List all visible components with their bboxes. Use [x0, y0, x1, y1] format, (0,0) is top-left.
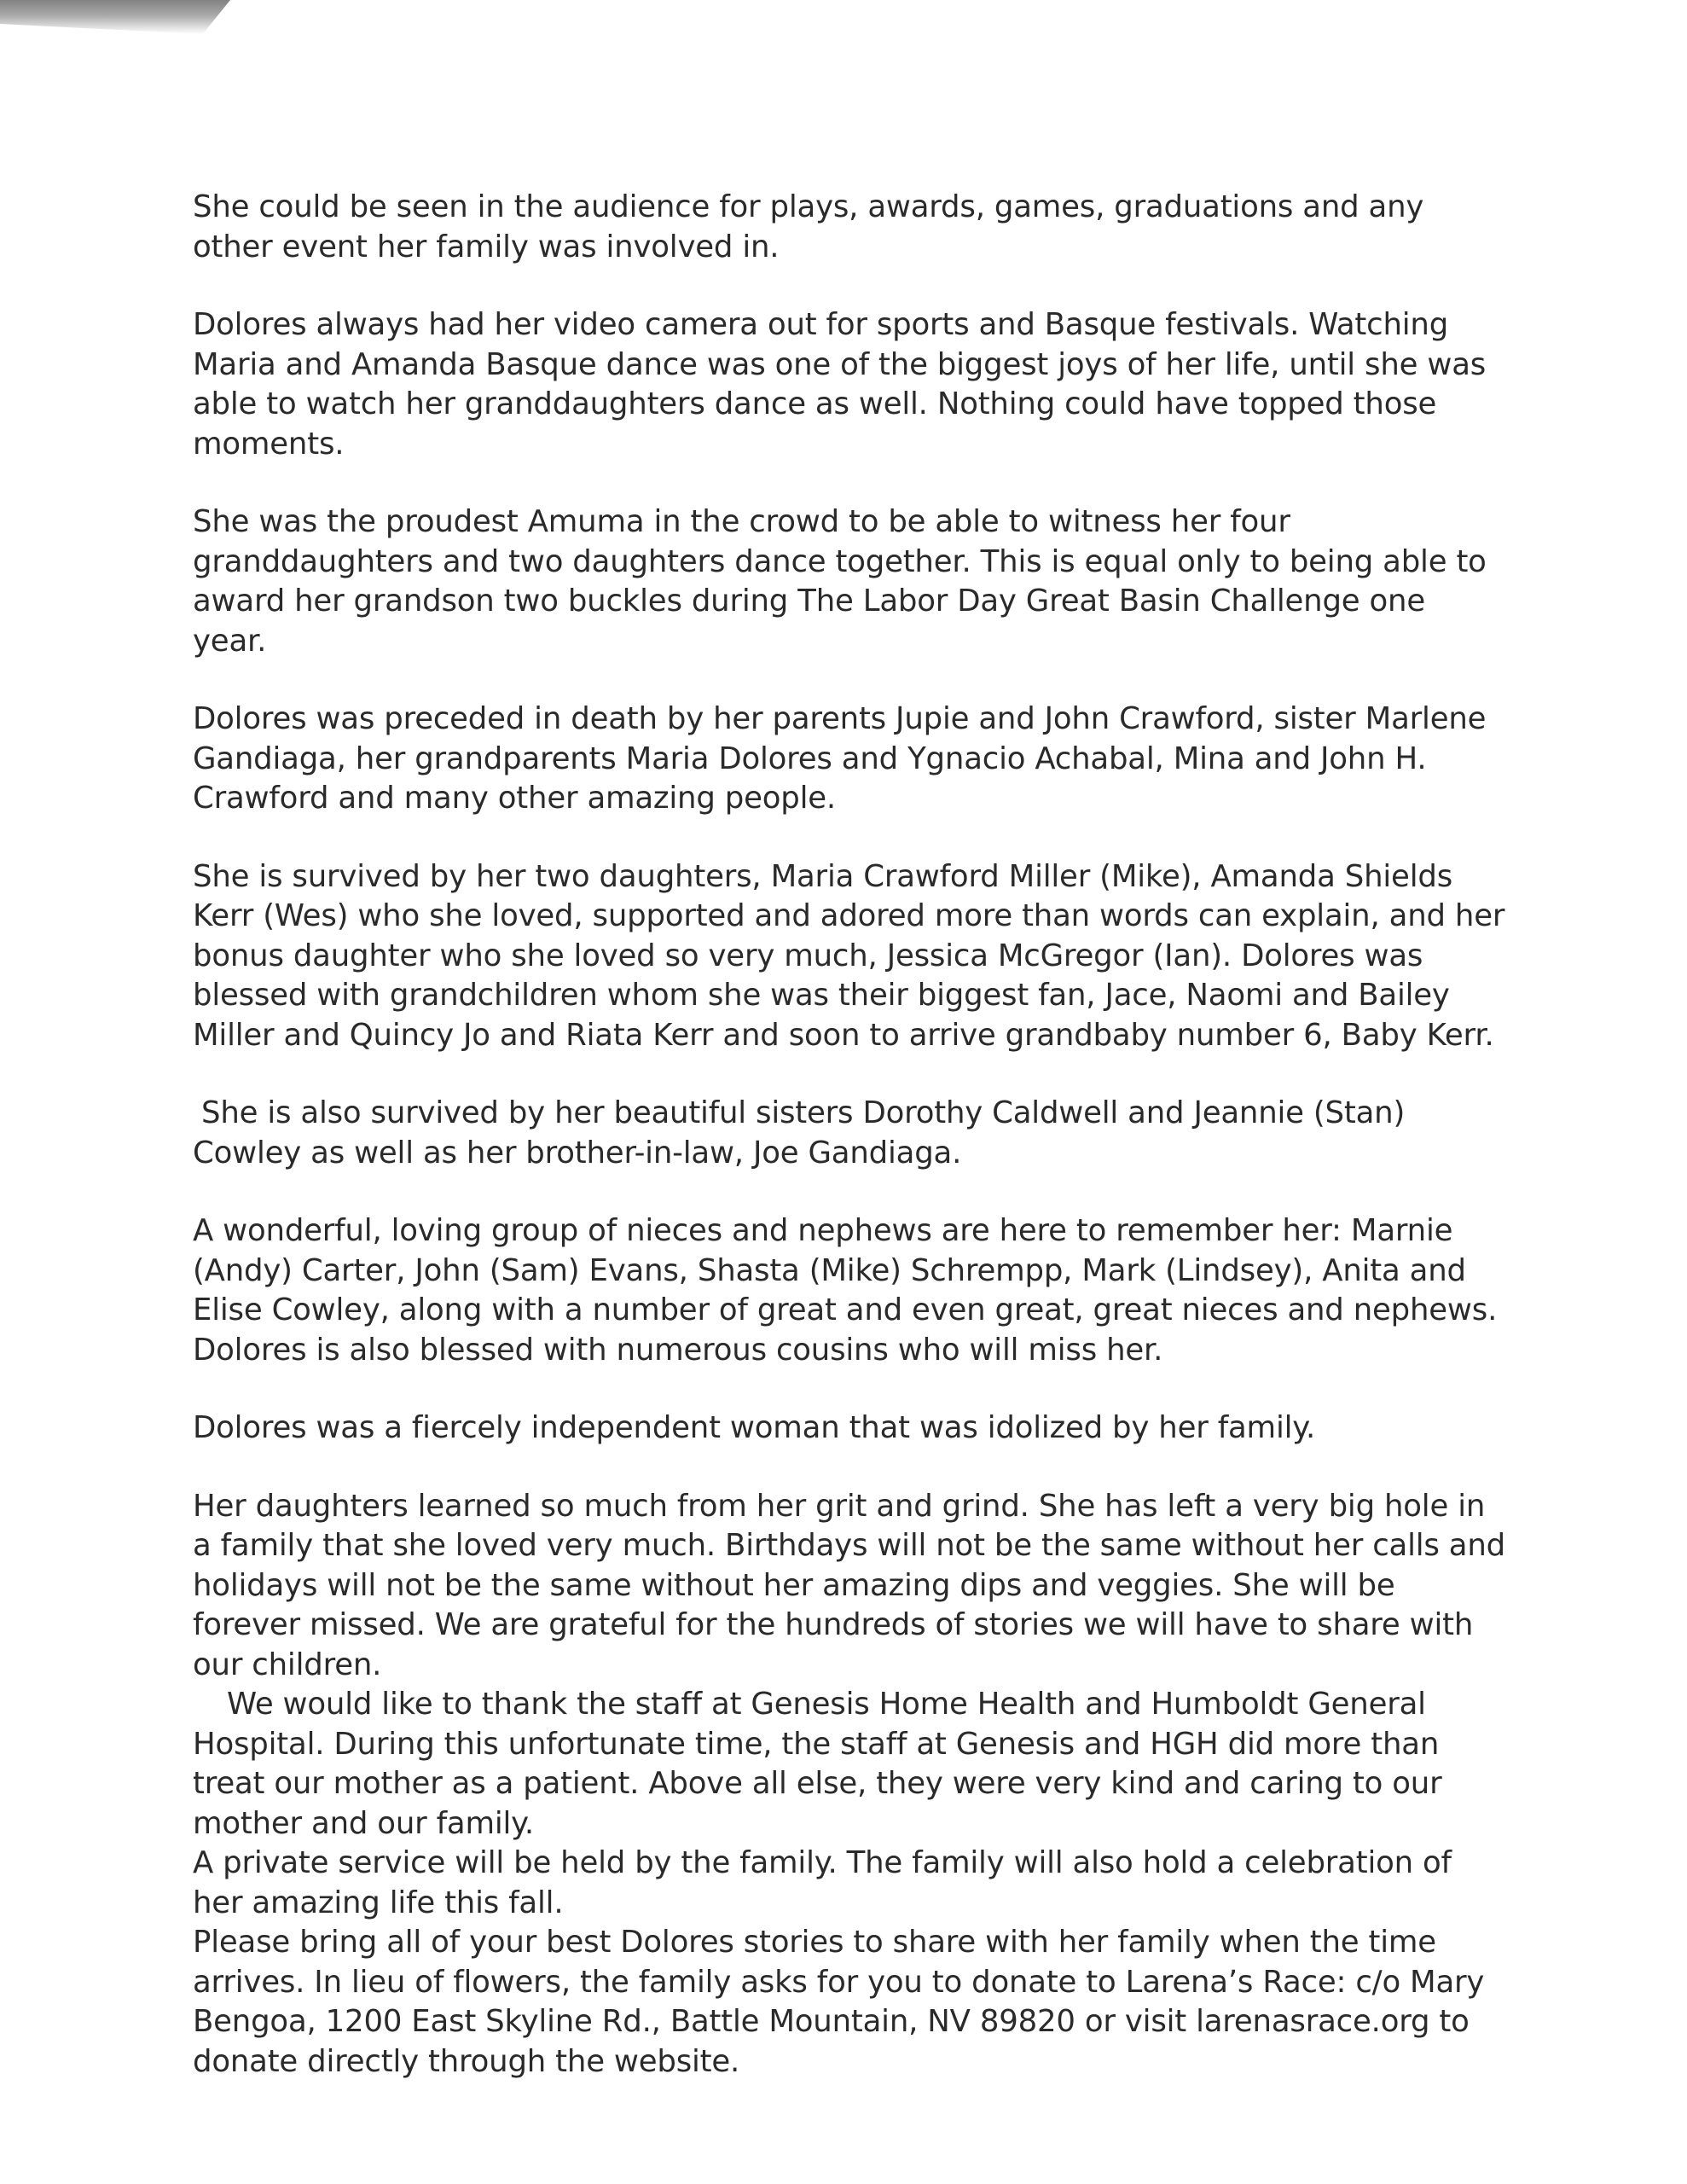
paragraph-private-service: A private service will be held by the family. The family will also hold a celebration of her amazing life this fall.: [193, 1845, 1452, 1920]
paragraph-proudest-amuma: She was the proudest Amuma in the crowd to be able to witness her four granddaughters and two daughters dance together. This is equal only to being able to award her grandson two buckles during The Labor Day Great Basin Challenge one year.: [193, 504, 1487, 659]
scan-edge-mark: [0, 0, 230, 34]
paragraph-nieces-nephews: A wonderful, loving group of nieces and nephews are here to remember her: Marnie (Andy) Carter, John (Sam) Evans, Shasta (Mike) Schrempp, Mark (Lindsey), Anita and Elise Cowley, along with a number of great and even great, great nieces and nephews. Dolores is also blessed with numerous cousins who will miss her.: [193, 1213, 1498, 1368]
paragraph-survived-by-daughters: She is survived by her two daughters, Maria Crawford Miller (Mike), Amanda Shields Kerr (Wes) who she loved, supported and adored more than words can explain, and her bonus daughter who she loved so very much, Jessica McGregor (Ian). Dolores was blessed with grandchildren whom she was their biggest fan, Jace, Naomi and Bailey Miller and Quincy Jo and Riata Kerr and soon to arrive grandbaby number 6, Baby Kerr.: [193, 858, 1505, 1053]
paragraph-independent-woman: Dolores was a fiercely independent woman that was idolized by her family.: [193, 1410, 1316, 1445]
paragraph-survived-by-sisters: She is also survived by her beautiful sisters Dorothy Caldwell and Jeannie (Stan) Cowley as well as her brother-in-law, Joe Gandiaga.: [193, 1095, 1406, 1170]
paragraph-audience: She could be seen in the audience for plays, awards, games, graduations and any other event her family was involved in.: [193, 189, 1424, 264]
paragraph-donation-request: Please bring all of your best Dolores stories to share with her family when the time arrives. In lieu of flowers, the family asks for you to donate to Larena’s Race: c/o Mary Bengoa, 1200 East Skyline Rd., Battle Mountain, NV 89820 or visit larenasrace.org to donate directly through the website.: [193, 1925, 1485, 2079]
paragraph-grit-and-grind: Her daughters learned so much from her grit and grind. She has left a very big hole in a family that she loved very much. Birthdays will not be the same without her calls and holidays will not be the same without her amazing dips and veggies. She will be forever missed. We are grateful for the hundreds of stories we will have to share with our children.: [193, 1488, 1505, 1682]
paragraph-video-camera: Dolores always had her video camera out for sports and Basque festivals. Watching Maria and Amanda Basque dance was one of the biggest joys of her life, until she was able to watch her granddaughters dance as well. Nothing could have topped those moments.: [193, 307, 1487, 462]
paragraph-thanks-staff: We would like to thank the staff at Genesis Home Health and Humboldt General Hospital. During this unfortunate time, the staff at Genesis and HGH did more than treat our mother as a patient. Above all else, they were very kind and caring to our mother and our family.: [193, 1687, 1442, 1841]
obituary-text: [193, 188, 1506, 2082]
paragraph-preceded-in-death: Dolores was preceded in death by her parents Jupie and John Crawford, sister Marlene Gandiaga, her grandparents Maria Dolores and Ygnacio Achabal, Mina and John H. Crawford and many other amazing people.: [193, 701, 1487, 816]
